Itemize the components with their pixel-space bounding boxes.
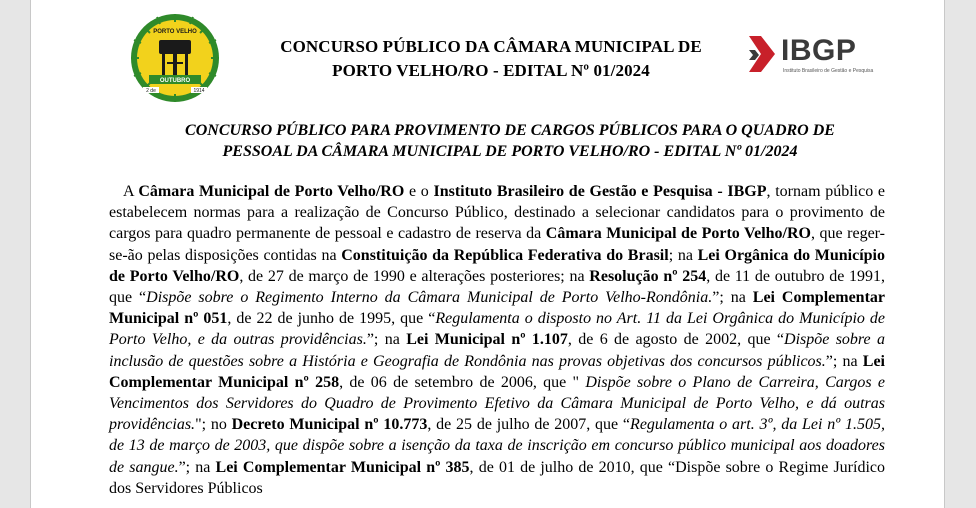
viewer-right-margin bbox=[944, 0, 976, 508]
bold-reference: Instituto Brasileiro de Gestão e Pesquisa - IBGP bbox=[433, 183, 767, 200]
text-run: , de 6 de agosto de 2002, que “ bbox=[567, 331, 785, 349]
preamble-paragraph bbox=[109, 181, 885, 499]
bold-reference: Câmara Municipal de Porto Velho/RO bbox=[545, 225, 811, 243]
viewer-left-margin bbox=[0, 0, 31, 508]
text-run: e o bbox=[404, 183, 434, 200]
seal-top-text: PORTO VELHO bbox=[153, 29, 197, 35]
italic-quote: Regulamenta o art. 3º, da Lei nº 1.505, de 13 de março de 2003, que dispõe sobre a isenção da taxa de inscrição em concurso público municipal aos doadores de sangue. bbox=[109, 416, 885, 476]
document-title bbox=[105, 120, 915, 162]
text-run: , que reger-se-ão pelas disposições contidas na bbox=[109, 225, 886, 264]
document-title-line1: CONCURSO PÚBLICO PARA PROVIMENTO DE CARGOS PÚBLICOS PARA O QUADRO DE bbox=[185, 122, 835, 139]
document-page bbox=[31, 0, 944, 508]
text-run: , de 01 de julho de 2010, que “Dispõe sobre o Regime Jurídico dos Servidores Públicos bbox=[109, 458, 885, 497]
bold-reference: Lei Complementar Municipal nº 051 bbox=[109, 289, 886, 328]
document-body bbox=[109, 181, 885, 499]
text-run: , de 27 de março de 1990 e alterações posteriores; na bbox=[239, 267, 590, 285]
italic-quote: Regulamenta o disposto no Art. 11 da Lei Orgânica do Município de Porto Velho, e da outras providências. bbox=[109, 310, 886, 349]
text-run: , tornam público e estabelecem normas para a realização de Concurso Público, destinado a selecionar candidatos para o provimento de cargos para quadro permanente de pessoal e cadastro de reserva da bbox=[109, 183, 886, 243]
bold-reference: Lei Complementar Municipal nº 258 bbox=[109, 352, 885, 391]
bold-reference: Câmara Municipal de Porto Velho/RO bbox=[138, 183, 405, 200]
ibgp-subtitle: Instituto Brasileiro de Gestão e Pesquisa bbox=[783, 68, 874, 74]
text-run: ; na bbox=[668, 246, 698, 264]
bold-reference: Constituição da República Federativa do Brasil bbox=[341, 246, 669, 264]
text-run: "; no bbox=[195, 416, 232, 434]
italic-quote: Dispõe sobre o Regimento Interno da Câmara Municipal de Porto Velho-Rondônia. bbox=[146, 289, 713, 307]
seal-band-text: OUTUBRO bbox=[159, 78, 191, 84]
bold-reference: Lei Orgânica do Município de Porto Velho/RO bbox=[109, 246, 886, 285]
text-run: , de 06 de setembro de 2006, que " bbox=[339, 373, 586, 391]
text-run: , de 11 de outubro de 1991, que “ bbox=[109, 267, 886, 307]
ibgp-logo bbox=[747, 34, 907, 80]
italic-quote: Dispõe sobre a inclusão de questões sobre a História e Geografia de Rondônia nas provas objetivas dos concursos públicos. bbox=[109, 331, 886, 370]
header-title-line2: PORTO VELHO/RO - EDITAL Nº 01/2024 bbox=[332, 61, 650, 80]
header-title-line1: CONCURSO PÚBLICO DA CÂMARA MUNICIPAL DE bbox=[280, 37, 702, 56]
bold-reference: Decreto Municipal nº 10.773 bbox=[231, 416, 428, 434]
text-run: ”; na bbox=[178, 458, 216, 476]
seal-year-right: 1914 bbox=[193, 88, 205, 94]
seal-year-left: 2 de bbox=[146, 88, 156, 94]
header-title bbox=[231, 35, 751, 83]
text-run: ”; na bbox=[712, 289, 753, 307]
text-run: , de 25 de julho de 2007, que “ bbox=[427, 416, 631, 434]
bold-reference: Lei Complementar Municipal nº 385 bbox=[215, 458, 470, 476]
ibgp-wordmark: IBGP bbox=[781, 34, 857, 67]
text-run: , de 22 de junho de 1995, que “ bbox=[227, 310, 436, 328]
document-title-line2: PESSOAL DA CÂMARA MUNICIPAL DE PORTO VELHO/RO - EDITAL Nº 01/2024 bbox=[222, 143, 798, 160]
bold-reference: Lei Municipal nº 1.107 bbox=[406, 331, 568, 349]
text-run: ”; na bbox=[366, 331, 407, 349]
ibgp-chevron-icon bbox=[747, 34, 777, 76]
porto-velho-seal-logo bbox=[129, 12, 221, 104]
text-run: ”; na bbox=[825, 352, 863, 370]
bold-reference: Resolução nº 254 bbox=[589, 267, 707, 285]
text-run: A bbox=[123, 183, 139, 200]
italic-quote: Dispõe sobre o Plano de Carreira, Cargos e Vencimentos dos Servidores do Quadro de Provimento Efetivo da Câmara Municipal de Porto Velho, e dá outras providências. bbox=[109, 373, 885, 434]
